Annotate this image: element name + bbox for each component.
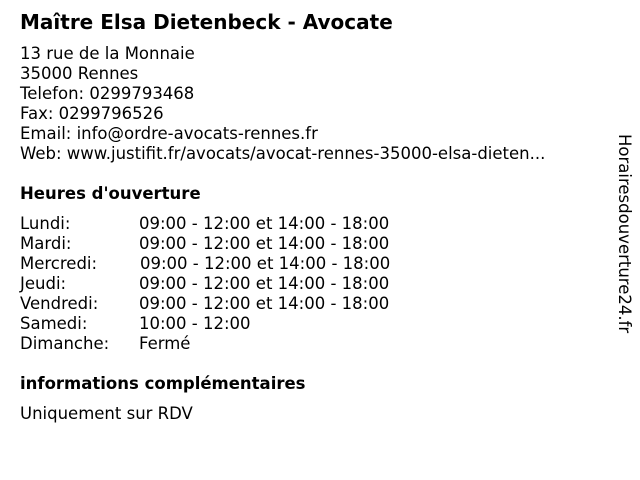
- fax-line: Fax: 0299796526: [20, 104, 164, 123]
- day-label: Vendredi:: [20, 294, 99, 313]
- street-line: 13 rue de la Monnaie: [20, 44, 195, 63]
- time-value: 09:00 - 12:00 et 14:00 - 18:00: [140, 254, 391, 273]
- additional-info-heading: informations complémentaires: [20, 374, 306, 393]
- time-value: 09:00 - 12:00 et 14:00 - 18:00: [139, 234, 390, 253]
- time-value: 09:00 - 12:00 et 14:00 - 18:00: [139, 274, 390, 293]
- city-line: 35000 Rennes: [20, 64, 139, 83]
- day-label: Mardi:: [20, 234, 72, 253]
- day-label: Dimanche:: [20, 334, 110, 353]
- time-value: 09:00 - 12:00 et 14:00 - 18:00: [139, 294, 390, 313]
- address-block: [20, 44, 545, 164]
- site-watermark: Horairesdouverture24.fr: [615, 134, 634, 334]
- time-value: 10:00 - 12:00: [139, 314, 251, 333]
- page-title: Maître Elsa Dietenbeck - Avocate: [20, 10, 393, 34]
- web-line: Web: www.justifit.fr/avocats/avocat-rennes-35000-elsa-dieten...: [20, 144, 546, 163]
- day-label: Jeudi:: [20, 274, 67, 293]
- day-label: Mercredi:: [20, 254, 98, 273]
- opening-hours-heading: Heures d'ouverture: [20, 184, 201, 203]
- time-value: Fermé: [139, 334, 191, 353]
- phone-line: Telefon: 0299793468: [20, 84, 195, 103]
- day-label: Lundi:: [20, 214, 71, 233]
- email-line: Email: info@ordre-avocats-rennes.fr: [20, 124, 318, 143]
- day-label: Samedi:: [20, 314, 88, 333]
- additional-info-text: Uniquement sur RDV: [20, 404, 193, 423]
- time-value: 09:00 - 12:00 et 14:00 - 18:00: [139, 214, 390, 233]
